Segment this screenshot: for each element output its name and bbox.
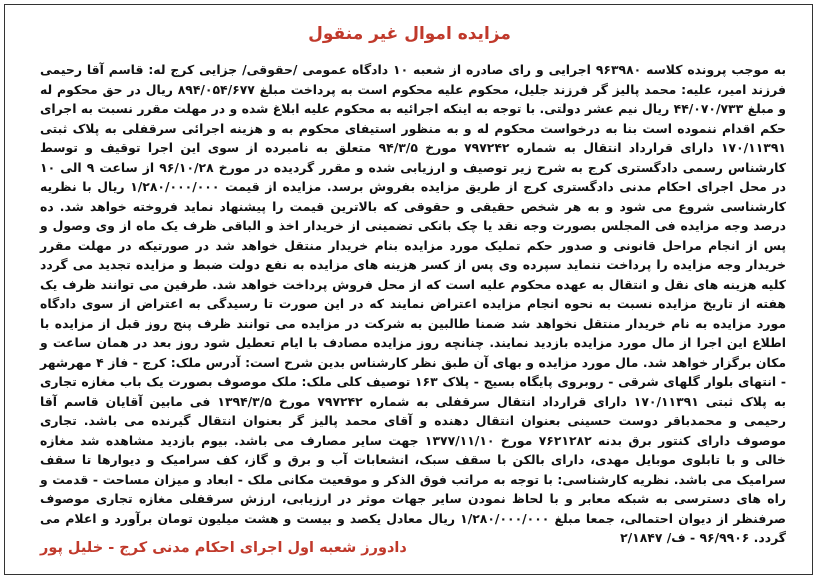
notice-signature: دادورز شعبه اول اجرای احکام مدنی کرج - خلیل پور (40, 540, 407, 556)
notice-body: به موجب پرونده کلاسه ۹۶۳۹۸۰ اجرایی و رای صادره از شعبه ۱۰ دادگاه عمومی /حقوقی/ جزایی کرج له: قاسم آقا رحیمی فرزند امیر، علیه: محمد پالیز گر فرزند جلیل، محکوم علیه محکوم است به پرداخت مبلغ ۸۹۴/۰۵۴/۶۷۷ ریال در حق محکوم له و مبلغ ۴۴/۰۷۰/۷۳۳ ریال نیم عشر دولتی. با توجه به اینکه اجرائیه به محکوم علیه ابلاغ شده و در مهلت مقرر نسبت به اجرای حکم اقدام ننموده است بنا به درخواست محکوم له و به منظور استیفای محکوم به و هزینه اجرائی سرقفلی به پلاک ثبتی ۱۷۰/۱۱۳۹۱ دارای قرارداد انتقال به شماره ۷۹۷۲۴۲ مورخ ۹۴/۳/۵ متعلق به نامبرده از سوی این اجرا توقیف و توسط کارشناس رسمی دادگستری کرج به شرح زیر توصیف و ارزیابی شده و مقرر گردیده در مورخ ۹۶/۱۰/۲۸ از ساعت ۹ الی ۱۰ در محل اجرای احکام مدنی دادگستری کرج از طریق مزایده بفروش برسد. مزایده از قیمت ۱/۲۸۰/۰۰۰/۰۰۰ ریال با نظریه کارشناسی شروع می شود و به هر شخص حقیقی و حقوقی که بالاترین قیمت را پیشنهاد نماید فروخته خواهد شد. ده درصد وجه مزایده فی المجلس بصورت وجه نقد یا چک بانکی تضمینی از خریدار اخذ و الباقی ظرف یک ماه از وی وصول و پس از انجام مراحل قانونی و صدور حکم تملیک مورد مزایده بنام خریدار منتقل خواهد شد در صورتیکه در مهلت مقرر خریدار وجه مزایده را پرداخت ننماید سپرده وی پس از کسر هزینه های مزایده به نفع دولت ضبط و مزایده تجدید می گردد کلیه هزینه های نقل و انتقال به عهده محکوم علیه است که از محل فروش پرداخت خواهد شد. طرفین می توانند ظرف یک هفته از تاریخ مزایده نسبت به نحوه انجام مزایده اعتراض نمایند که در این صورت تا رسیدگی به اعتراض از سوی دادگاه مورد مزایده به نام خریدار منتقل نخواهد شد ضمنا طالبین به شرکت در مزایده می توانند ظرف پنج روز قبل از مزایده با اطلاع این اجرا از مال مورد مزایده بازدید نمایند. چنانچه روز مزایده مصادف با ایام تعطیل شود روز بعد در همان ساعت و مکان برگزار خواهد شد. مال مورد مزایده و بهای آن طبق نظر کارشناس بدین شرح است: آدرس ملک: کرج - فاز ۴ مهرشهر - انتهای بلوار گلهای شرقی - روبروی پایگاه بسیج - پلاک ۱۶۳ توصیف کلی ملک: ملک موصوف بصورت یک باب مغازه تجاری به پلاک ثبتی ۱۷۰/۱۱۳۹۱ دارای قرارداد انتقال سرقفلی به شماره ۷۹۷۲۴۲ مورخ ۱۳۹۴/۳/۵ فی مابین آقایان قاسم آقا رحیمی و محمدباقر دوست حسینی بعنوان انتقال دهنده و آقای محمد پالیز گر بعنوان انتقال گیرنده می باشد. تجاری موصوف دارای کنتور برق بدنه ۷۶۲۱۲۸۲ مورخ ۱۳۷۷/۱۱/۱۰ جهت سایر مصارف می باشد. بیوم بازدید مشاهده شد مغازه خالی و با تابلوی موبایل مهدی، دارای بالکن با سقف سبک، انشعابات آب و برق و گاز، کف سرامیک و دیوارها تا سقف سرامیک می باشد. نظریه کارشناسی: با توجه به مراتب فوق الذکر و موقعیت مکانی ملک - ابعاد و میزان مساحت - قدمت و راه های دسترسی به شبکه معابر و با لحاظ نمودن سایر جهات موثر در ارزیابی، ارزش سرقفلی مغازه تجاری موصوف صرفنظر از دیوان احتمالی، جمعا مبلغ ۱/۲۸۰/۰۰۰/۰۰۰ ریال معادل یکصد و بیست و هشت میلیون تومان برآورد و اعلام می گردد. ۹۶/۹۹۰۶ - ف/ ۲/۱۸۴۷ (40, 62, 787, 545)
notice-title: مزایده اموال غیر منقول (308, 24, 511, 44)
